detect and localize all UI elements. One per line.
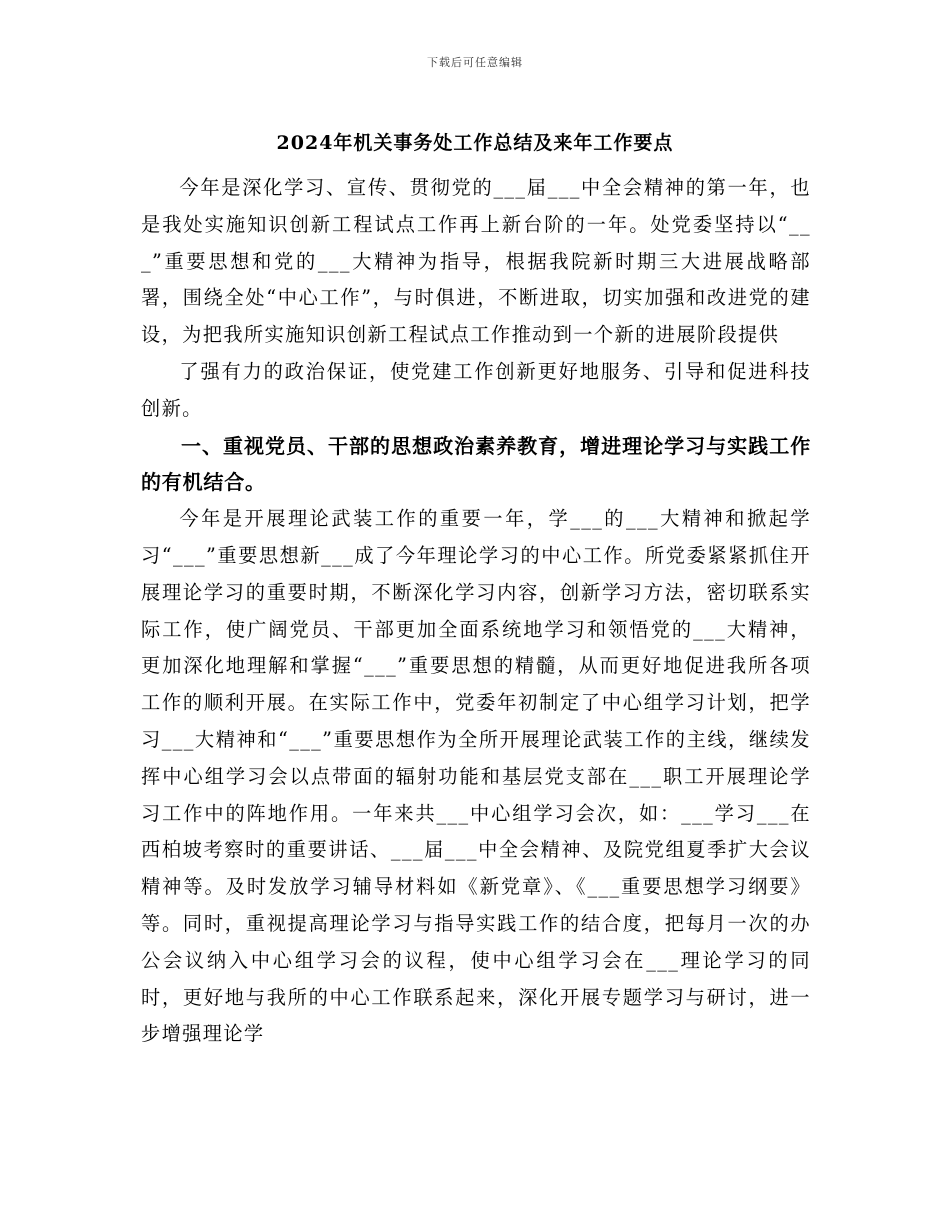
header-note: 下载后可任意编辑: [427, 56, 523, 69]
document-body: [141, 170, 811, 1053]
paragraph: 今年是开展理论武装工作的重要一年，学___的___大精神和掀起学习“___”重要思想新___成了今年理论学习的中心工作。所党委紧紧抓住开展理论学习的重要时期，不断深化学习内容，创新学习方法，密切联系实际工作，使广阔党员、干部更加全面系统地学习和领悟党的___大精神，更加深化地理解和掌握“___”重要思想的精髓，从而更好地促进我所各项工作的顺利开展。在实际工作中，党委年初制定了中心组学习计划，把学习___大精神和“___”重要思想作为全所开展理论武装工作的主线，继续发挥中心组学习会以点带面的辐射功能和基层党支部在___职工开展理论学习工作中的阵地作用。一年来共___中心组学习会次，如：___学习___在西柏坡考察时的重要讲话、___届___中全会精神、及院党组夏季扩大会议精神等。及时发放学习辅导材料如《新党章》、《___重要思想学习纲要》等。同时，重视提高理论学习与指导实践工作的结合度，把每月一次的办公会议纳入中心组学习会的议程，使中心组学习会在___理论学习的同时，更好地与我所的中心工作联系起来，深化开展专题学习与研讨，进一步增强理论学: [141, 507, 811, 1046]
paragraph: 了强有力的政治保证，使党建工作创新更好地服务、引导和促进科技创新。: [141, 359, 811, 420]
document-title: 2024年机关事务处工作总结及来年工作要点: [276, 132, 674, 154]
paragraph: 今年是深化学习、宣传、贯彻党的___届___中全会精神的第一年，也是我处实施知识创新工程试点工作再上新台阶的一年。处党委坚持以“___”重要思想和党的___大精神为指导，根据我院新时期三大进展战略部署，围绕全处“中心工作”，与时俱进，不断进取，切实加强和改进党的建设，为把我所实施知识创新工程试点工作推动到一个新的进展阶段提供: [141, 176, 811, 347]
section-heading: 一、重视党员、干部的思想政治素养教育，增进理论学习与实践工作的有机结合。: [141, 433, 811, 495]
